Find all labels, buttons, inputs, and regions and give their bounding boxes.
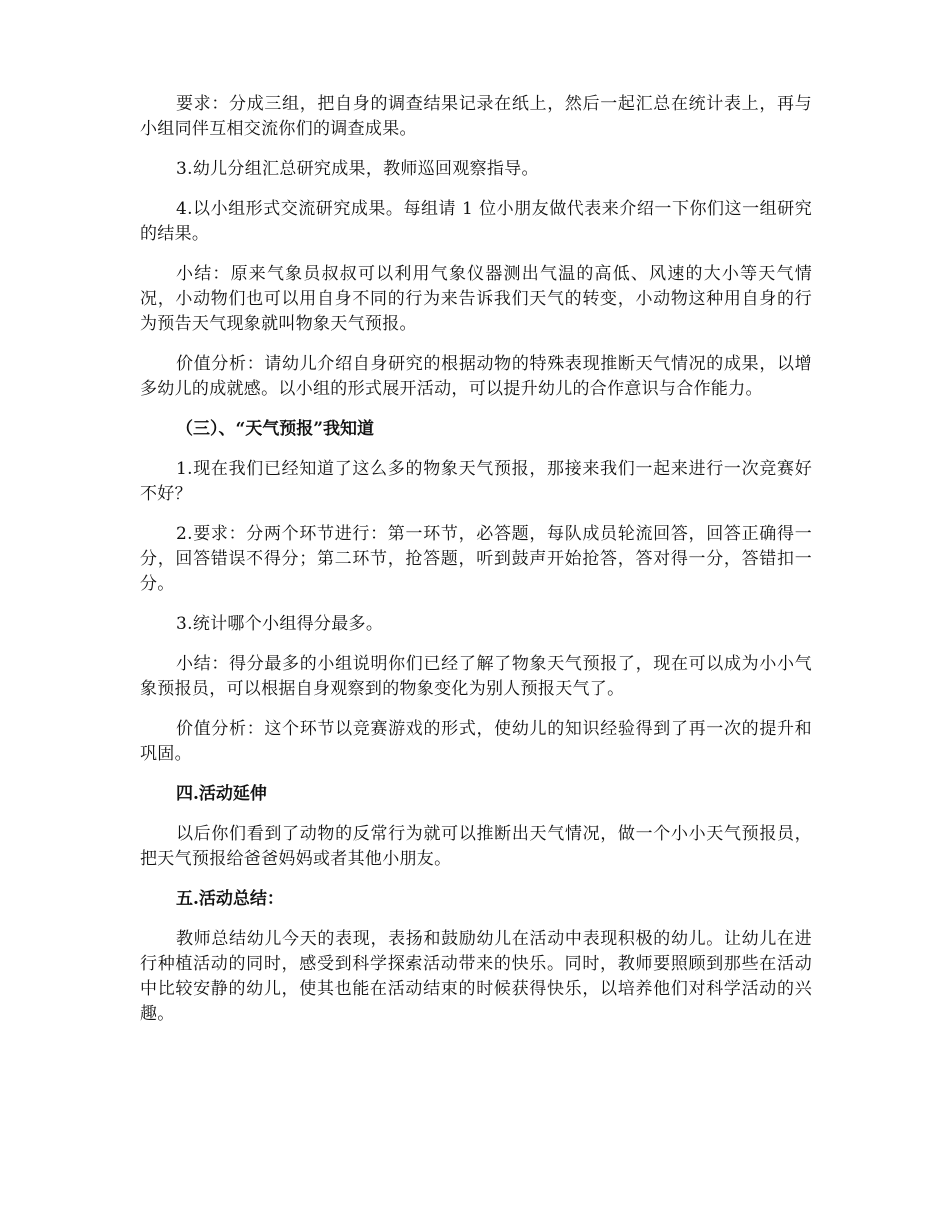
- document-page: [140, 92, 812, 1042]
- section-four-heading: 四.活动延伸: [176, 784, 267, 804]
- step-4-paragraph: 4.以小组形式交流研究成果。每组请 1 位小朋友做代表来介绍一下你们这一组研究的结果。: [140, 199, 812, 244]
- value-analysis-paragraph: 价值分析：请幼儿介绍自身研究的根据动物的特殊表现推断天气情况的成果，以增多幼儿的成就感。以小组的形式展开活动，可以提升幼儿的合作意识与合作能力。: [140, 354, 812, 399]
- section-three-heading: （三）、“天气预报”我知道: [176, 419, 375, 439]
- competition-intro-paragraph: 1.现在我们已经知道了这么多的物象天气预报，那接来我们一起来进行一次竞赛好不好？: [140, 459, 812, 504]
- competition-value-paragraph: 价值分析：这个环节以竞赛游戏的形式，使幼儿的知识经验得到了再一次的提升和巩固。: [140, 719, 812, 764]
- requirement-paragraph: 要求：分成三组，把自身的调查结果记录在纸上，然后一起汇总在统计表上，再与小组同伴互相交流你们的调查成果。: [140, 94, 812, 139]
- summary-paragraph: 小结：原来气象员叔叔可以利用气象仪器测出气温的高低、风速的大小等天气情况，小动物们也可以用自身不同的行为来告诉我们天气的转变，小动物这种用自身的行为预告天气现象就叫物象天气预报。: [140, 264, 812, 334]
- count-score-paragraph: 3.统计哪个小组得分最多。: [176, 614, 384, 634]
- conclusion-paragraph: 教师总结幼儿今天的表现，表扬和鼓励幼儿在活动中表现积极的幼儿。让幼儿在进行种植活动的同时，感受到科学探索活动带来的快乐。同时，教师要照顾到那些在活动中比较安静的幼儿，使其也能在活动结束的时候获得快乐，以培养他们对科学活动的兴趣。: [140, 929, 812, 1024]
- competition-summary-paragraph: 小结：得分最多的小组说明你们已经了解了物象天气预报了，现在可以成为小小气象预报员，可以根据自身观察到的物象变化为别人预报天气了。: [140, 654, 812, 699]
- section-five-heading: 五.活动总结：: [176, 889, 284, 909]
- competition-rules-paragraph: 2.要求：分两个环节进行：第一环节，必答题，每队成员轮流回答，回答正确得一分，回答错误不得分；第二环节，抢答题，听到鼓声开始抢答，答对得一分，答错扣一分。: [140, 524, 812, 594]
- step-3-paragraph: 3.幼儿分组汇总研究成果，教师巡回观察指导。: [176, 159, 539, 179]
- extension-paragraph: 以后你们看到了动物的反常行为就可以推断出天气情况，做一个小小天气预报员，把天气预报给爸爸妈妈或者其他小朋友。: [140, 824, 812, 869]
